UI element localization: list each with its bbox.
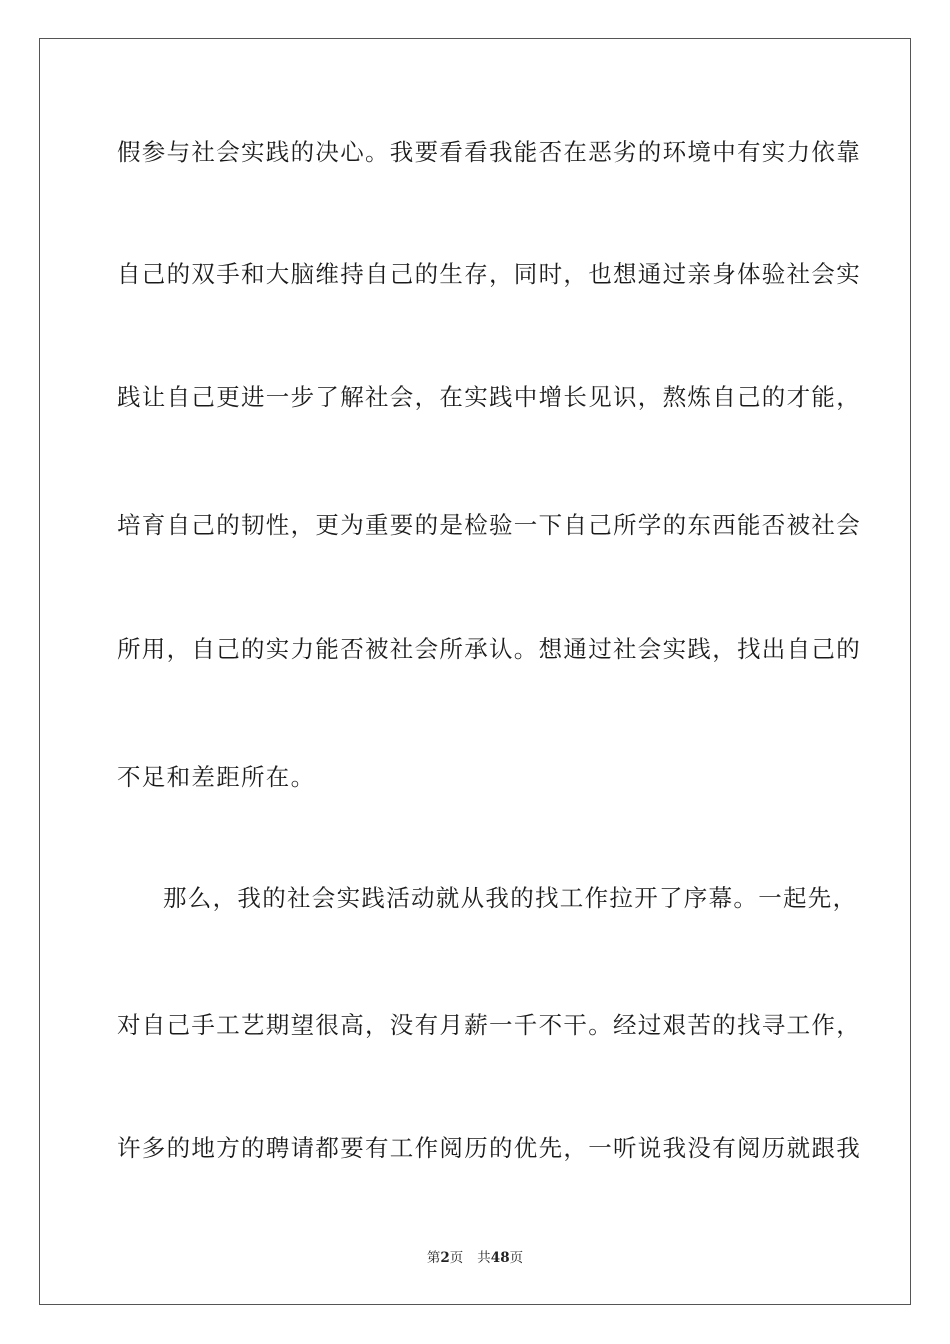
text-line: 践让自己更进一步了解社会，在实践中增长见识，熬炼自己的才能， (117, 383, 861, 411)
paragraph-first-line: 那么，我的社会实践活动就从我的找工作拉开了序幕。一起先， (163, 884, 858, 912)
text-line: 所用，自己的实力能否被社会所承认。想通过社会实践，找出自己的 (117, 635, 861, 663)
text-line: 许多的地方的聘请都要有工作阅历的优先，一听说我没有阅历就跟我 (117, 1134, 861, 1162)
page-label-prefix: 第 (426, 1250, 441, 1266)
page-footer (0, 1249, 950, 1267)
total-label-suffix: 页 (509, 1250, 524, 1266)
text-line: 培育自己的韧性，更为重要的是检验一下自己所学的东西能否被社会 (117, 511, 861, 539)
current-page-number: 2 (440, 1250, 450, 1266)
page-label-suffix: 页 (449, 1250, 464, 1266)
text-line: 不足和差距所在。 (117, 763, 316, 791)
text-line: 对自己手工艺期望很高，没有月薪一千不干。经过艰苦的找寻工作， (117, 1011, 861, 1039)
page-border (39, 38, 911, 1305)
total-page-count: 48 (490, 1250, 510, 1266)
total-label-prefix: 共 (477, 1250, 491, 1266)
text-line: 假参与社会实践的决心。我要看看我能否在恶劣的环境中有实力依靠 (117, 138, 861, 166)
text-line: 自己的双手和大脑维持自己的生存，同时，也想通过亲身体验社会实 (117, 260, 861, 288)
